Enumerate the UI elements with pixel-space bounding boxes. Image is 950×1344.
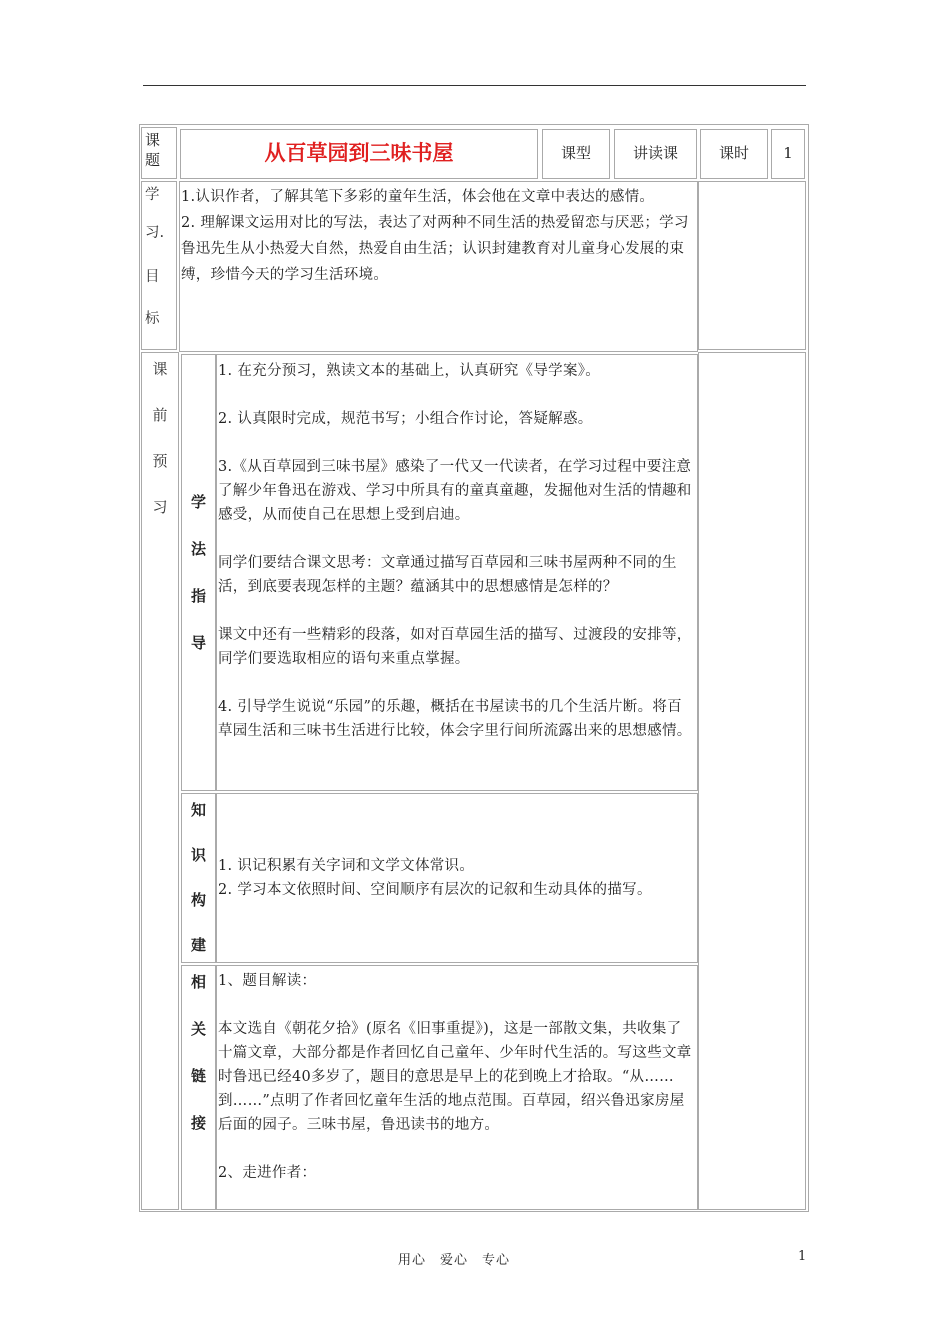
method-paragraph: 同学们要结合课文思考：文章通过描写百草园和三味书屋两种不同的生活，到底要表现怎样的主题？蕴涵其中的思想感情是怎样的？ bbox=[218, 555, 677, 595]
knowledge-content-cell bbox=[216, 793, 698, 963]
lesson-type-value: 讲读课 bbox=[632, 144, 678, 162]
method-paragraph: 2. 认真限时完成，规范书写；小组合作讨论，答疑解惑。 bbox=[218, 411, 593, 427]
links-paragraph: 本文选自《朝花夕拾》(原名《旧事重提》)，这是一部散文集，共收集了十篇文章，大部分都是作者回忆自己童年、少年时代生活的。写这些文章时鲁迅已经40多岁了，题目的意思是早上的花到晚上才拾取。“从……到……”点明了作者回忆童年生活的地点范围。百草园，绍兴鲁迅家房屋后面的园子。三味书屋，鲁迅读书的地方。 bbox=[218, 1021, 692, 1133]
method-label: 学 法 指 导 bbox=[190, 493, 206, 652]
objectives-label: 学 习. 目 标 bbox=[145, 187, 165, 327]
lesson-type-value-cell bbox=[614, 129, 697, 179]
objective-item: 2. 理解课文运用对比的写法，表达了对两种不同生活的热爱留恋与厌恶；学习鲁迅先生从小热爱大自然，热爱自由生活；认识封建教育对儿童身心发展的束缚，珍惜今天的学习生活环境。 bbox=[181, 215, 689, 283]
lesson-title: 从百草园到三味书屋 bbox=[264, 141, 454, 165]
topic-label-cell bbox=[141, 127, 177, 179]
topic-label: 课题 bbox=[145, 131, 161, 169]
lesson-hours-label: 课时 bbox=[718, 144, 749, 162]
method-content-cell bbox=[216, 354, 698, 791]
links-label-cell bbox=[181, 965, 216, 1210]
method-paragraph: 课文中还有一些精彩的段落，如对百草园生活的描写、过渡段的安排等，同学们要选取相应的语句来重点掌握。 bbox=[218, 627, 692, 667]
preview-label-cell bbox=[141, 352, 179, 1210]
knowledge-item: 1. 识记积累有关字词和文学文体常识。 bbox=[218, 858, 475, 874]
method-paragraph: 1. 在充分预习，熟读文本的基础上，认真研究《导学案》。 bbox=[218, 363, 601, 379]
method-label-cell bbox=[181, 354, 216, 791]
objectives-side-cell bbox=[698, 181, 806, 350]
page-number: 1 bbox=[798, 1249, 807, 1264]
lesson-type-label: 课型 bbox=[560, 144, 591, 162]
objective-item: 1.认识作者，了解其笔下多彩的童年生活，体会他在文章中表达的感情。 bbox=[181, 189, 655, 205]
lesson-hours-value: 1 bbox=[783, 144, 793, 162]
method-paragraph: 3.《从百草园到三味书屋》感染了一代又一代读者，在学习过程中要注意了解少年鲁迅在游戏、学习中所具有的童真童趣，发掘他对生活的情趣和感受，从而使自己在思想上受到启迪。 bbox=[218, 459, 692, 523]
lesson-hours-value-cell bbox=[771, 129, 805, 179]
links-label: 相 关 链 接 bbox=[190, 973, 206, 1132]
knowledge-item: 2. 学习本文依照时间、空间顺序有层次的记叙和生动具体的描写。 bbox=[218, 882, 652, 898]
header-rule bbox=[143, 85, 806, 86]
objectives-content-cell bbox=[179, 181, 698, 352]
links-paragraph: 1、题目解读： bbox=[218, 973, 317, 989]
knowledge-label-cell bbox=[181, 793, 216, 963]
lesson-type-label-cell bbox=[542, 129, 610, 179]
knowledge-label: 知 识 构 建 bbox=[190, 801, 206, 954]
lower-side-cell bbox=[698, 352, 806, 1210]
lesson-title-cell bbox=[180, 129, 538, 179]
footer-motto: 用心 爱心 专心 bbox=[398, 1253, 511, 1268]
links-paragraph: 2、走进作者： bbox=[218, 1165, 317, 1181]
objectives-label-cell bbox=[141, 181, 177, 350]
links-content-cell bbox=[216, 965, 698, 1210]
preview-label: 课 前 预 习 bbox=[152, 360, 168, 516]
lesson-hours-label-cell bbox=[700, 129, 768, 179]
method-paragraph: 4. 引导学生说说“乐园”的乐趣，概括在书屋读书的几个生活片断。将百草园生活和三味书生活进行比较，体会字里行间所流露出来的思想感情。 bbox=[218, 699, 692, 739]
